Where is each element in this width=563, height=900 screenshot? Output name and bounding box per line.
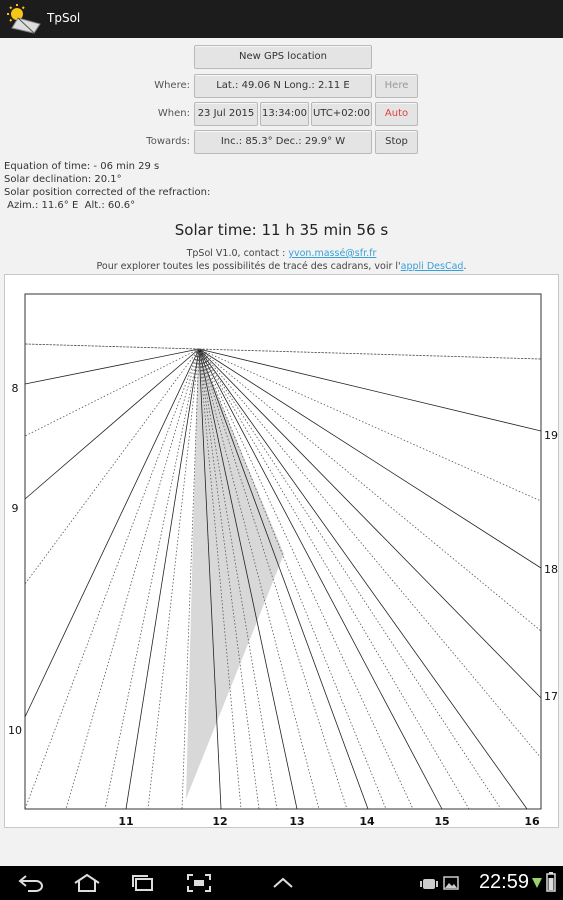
status-clock: 22:59 — [478, 871, 529, 893]
dial-right-label: 19 — [544, 429, 558, 442]
credits-suffix: . — [463, 261, 467, 272]
timezone-field[interactable]: UTC+02:00 — [311, 102, 372, 126]
app-title: TpSol — [47, 11, 81, 25]
date-field[interactable]: 23 Jul 2015 — [194, 102, 258, 126]
hour-line — [199, 349, 541, 431]
descad-app-link[interactable]: appli DesCad — [400, 261, 464, 272]
equation-of-time: Equation of time: - 06 min 29 s — [4, 161, 160, 172]
here-button[interactable]: Here — [375, 74, 418, 98]
dial-bottom-label: 13 — [289, 815, 305, 827]
dial-bottom-label: 12 — [212, 815, 228, 827]
solar-time: Solar time: 11 h 35 min 56 s — [174, 221, 389, 239]
azimuth-altitude: Azim.: 11.6° E Alt.: 60.6° — [4, 200, 136, 211]
dial-bottom-label: 15 — [434, 815, 450, 827]
sundial-panel — [4, 274, 559, 828]
screenshot-icon[interactable] — [184, 872, 214, 894]
android-debug-icon — [420, 875, 438, 891]
dial-bottom-label: 16 — [524, 815, 540, 827]
dial-left-label: 10 — [8, 724, 22, 737]
towards-field[interactable]: Inc.: 85.3° Dec.: 29.9° W — [194, 130, 372, 154]
back-icon[interactable] — [16, 872, 46, 894]
dial-right-label: 18 — [544, 563, 558, 576]
battery-icon — [546, 872, 556, 892]
sundial-drawing — [5, 275, 558, 827]
refraction-note: Solar position corrected of the refraction: — [4, 187, 211, 198]
credits-prefix: TpSol V1.0, contact : — [186, 248, 289, 259]
where-label: Where: — [154, 80, 190, 91]
when-label: When: — [157, 108, 190, 119]
contact-email-link[interactable]: yvon.massé@sfr.fr — [288, 248, 377, 259]
recent-apps-icon[interactable] — [128, 872, 158, 894]
image-notification-icon — [443, 875, 459, 891]
dial-bottom-label: 14 — [359, 815, 375, 827]
wifi-icon — [531, 874, 543, 892]
stop-button[interactable]: Stop — [375, 130, 418, 154]
dial-bottom-label: 11 — [118, 815, 134, 827]
half-hour-line — [25, 349, 199, 809]
new-gps-location-button[interactable]: New GPS location — [194, 45, 372, 69]
home-icon[interactable] — [72, 872, 102, 894]
system-navigation-bar — [0, 866, 563, 900]
gnomon-shadow — [186, 348, 284, 799]
credits-line2: Pour explorer toutes les possibilités de tracé des cadrans, voir l' — [96, 261, 401, 272]
towards-label: Towards: — [146, 136, 190, 147]
auto-button[interactable]: Auto — [375, 102, 418, 126]
half-hour-line — [25, 349, 199, 584]
hour-line — [25, 349, 199, 384]
location-field[interactable]: Lat.: 49.06 N Long.: 2.11 E — [194, 74, 372, 98]
time-field[interactable]: 13:34:00 — [260, 102, 309, 126]
dial-frame — [25, 294, 541, 809]
credits — [0, 247, 563, 273]
dial-right-label: 17 — [544, 690, 558, 703]
dial-left-label: 8 — [11, 382, 19, 395]
hour-lines — [25, 344, 541, 809]
sundial-app-icon — [6, 4, 42, 34]
solar-declination: Solar declination: 20.1° — [4, 174, 122, 185]
title-bar — [0, 0, 563, 38]
hour-line — [25, 349, 199, 717]
half-hour-line — [66, 349, 199, 809]
chevron-up-icon[interactable] — [268, 872, 298, 894]
half-hour-line — [25, 349, 199, 436]
dial-left-label: 9 — [11, 502, 19, 515]
